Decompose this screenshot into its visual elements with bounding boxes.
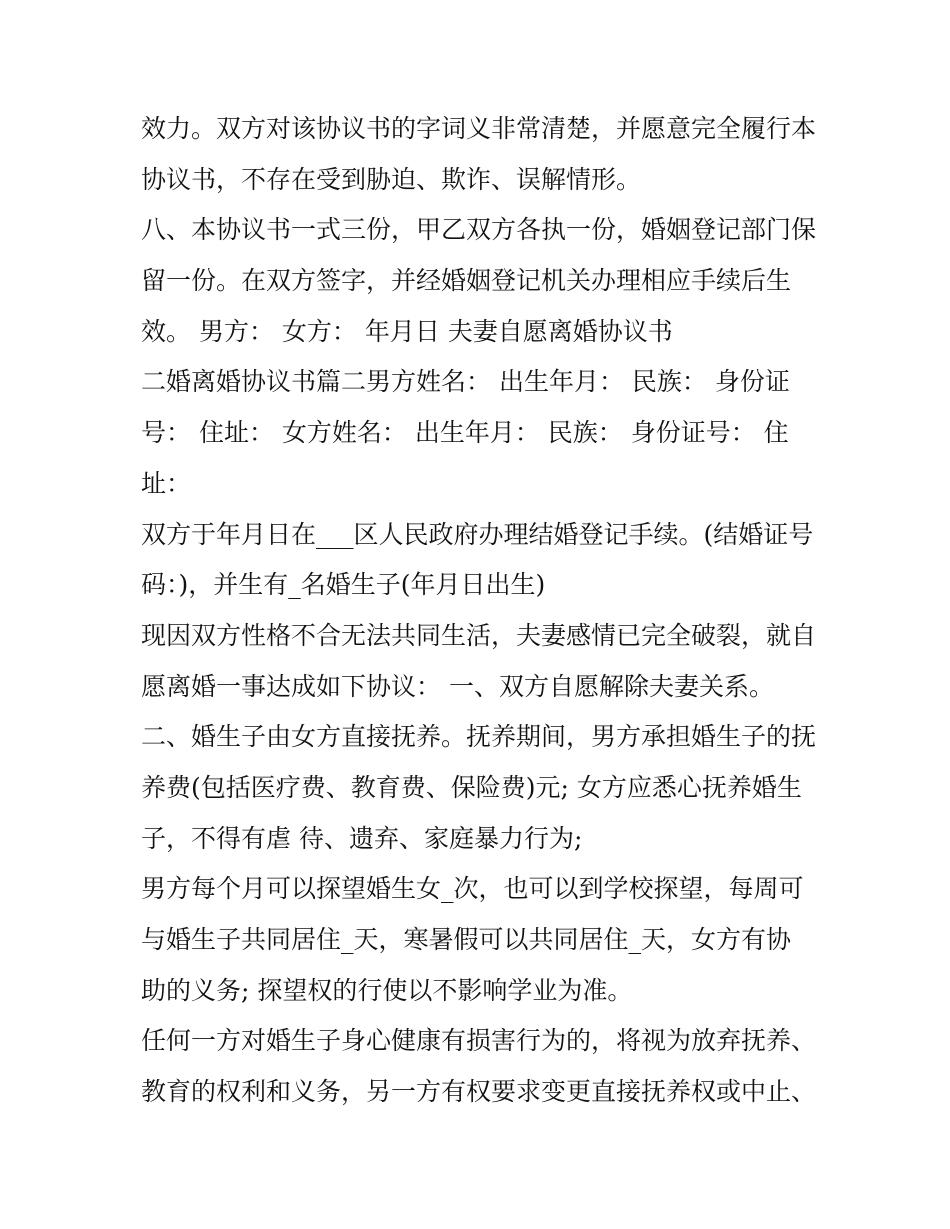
text-line-9: 双方于年月日在___区人民政府办理结婚登记手续。(结婚证号 [141, 519, 814, 549]
text-line-19: 任何一方对婚生子身心健康有损害行为的，将视为放弃抚养、 [141, 1026, 817, 1056]
text-line-12: 愿离婚一事达成如下协议： 一、双方自愿解除夫妻关系。 [141, 671, 774, 701]
agreement-text [141, 104, 821, 1118]
text-line-8: 址： [141, 468, 192, 498]
text-line-17: 与婚生子共同居住_天，寒暑假可以共同居住_天，女方有协 [141, 925, 792, 954]
text-line-2: 协议书，不存在受到胁迫、欺诈、误解情形。 [141, 164, 642, 194]
text-line-4: 留一份。在双方签字，并经婚姻登记机关办理相应手续后生 [141, 266, 792, 296]
text-line-5: 效。 男方： 女方： 年月日 夫妻自愿离婚协议书 [141, 316, 673, 346]
text-line-7: 号： 住址： 女方姓名： 出生年月： 民族： 身份证号： 住 [141, 418, 789, 448]
text-line-3: 八、本协议书一式三份，甲乙双方各执一份，婚姻登记部门保 [141, 215, 817, 245]
text-line-20: 教育的权利和义务，另一方有权要求变更直接抚养权或中止、 [141, 1077, 817, 1107]
text-line-15: 子，不得有虐 待、遗弃、家庭暴力行为; [141, 823, 583, 853]
text-line-14: 养费(包括医疗费、教育费、保险费)元; 女方应悉心抚养婚生 [141, 772, 802, 802]
text-line-11: 现因双方性格不合无法共同生活，夫妻感情已完全破裂，就自 [141, 620, 817, 650]
text-line-16: 男方每个月可以探望婚生女_次，也可以到学校探望，每周可 [141, 874, 804, 904]
text-line-6: 二婚离婚协议书篇二男方姓名： 出生年月： 民族： 身份证 [141, 367, 790, 397]
text-line-13: 二、婚生子由女方直接抚养。抚养期间，男方承担婚生子的抚 [141, 722, 817, 752]
text-line-1: 效力。双方对该协议书的字词义非常清楚，并愿意完全履行本 [141, 114, 817, 143]
text-line-10: 码：)，并生有_名婚生子(年月日出生) [141, 570, 546, 600]
text-line-18: 助的义务; 探望权的行使以不影响学业为准。 [141, 975, 633, 1005]
